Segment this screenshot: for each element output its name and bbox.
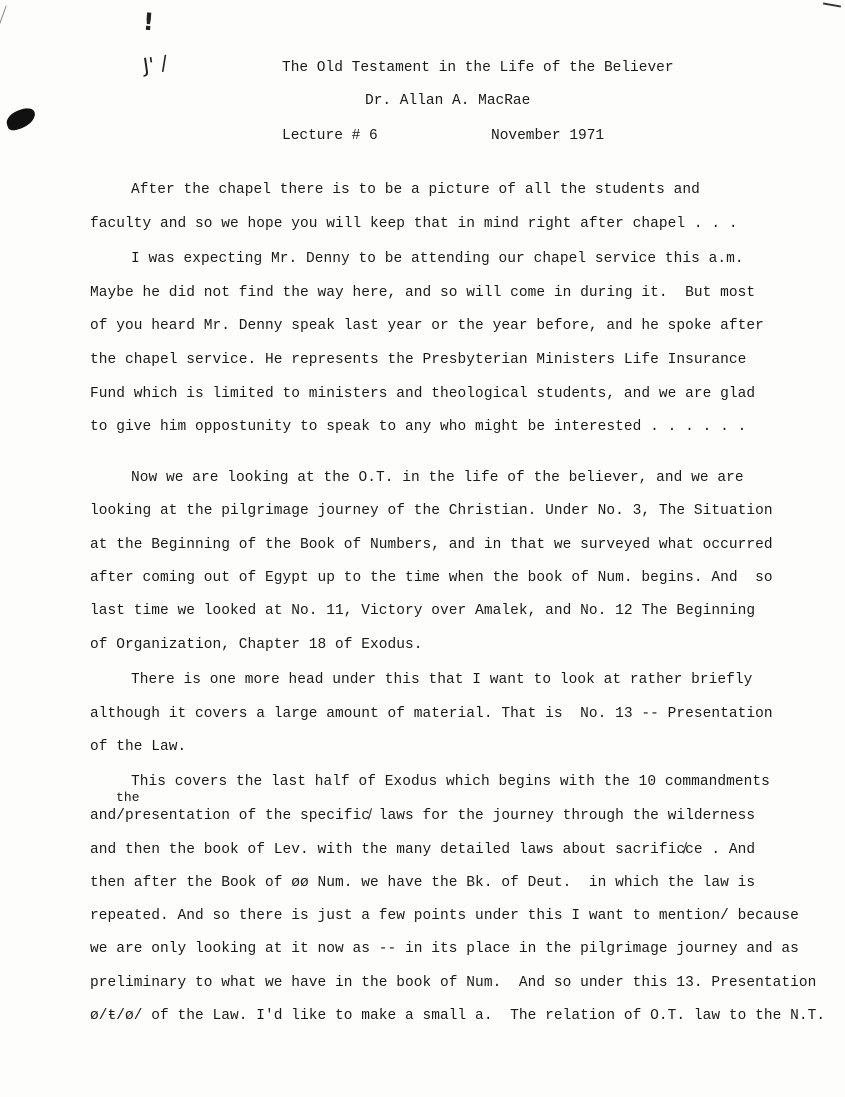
text-line: looking at the pilgrimage journey of the Christian. Under No. 3, The Situation <box>90 503 773 519</box>
lecture-date: November 1971 <box>491 128 605 144</box>
text-line: After the chapel there is to be a picture of all the students and <box>131 182 700 198</box>
text-line: preliminary to what we have in the book of Num. And so under this 13. Presentation <box>90 975 817 991</box>
text-line: and/presentation of the specific̸ laws for the journey through the wilderness <box>90 808 756 824</box>
text-line: of the Law. <box>90 739 187 755</box>
text-line: Fund which is limited to ministers and theological students, and we are glad <box>90 386 756 402</box>
document-title: The Old Testament in the Life of the Believer <box>282 60 674 76</box>
text-line: although it covers a large amount of material. That is No. 13 -- Presentation <box>90 706 773 722</box>
text-line: Maybe he did not find the way here, and so will come in during it. But most <box>90 285 756 301</box>
text-line: after coming out of Egypt up to the time when the book of Num. begins. And so <box>90 570 773 586</box>
ink-blot <box>4 106 38 132</box>
text-line: There is one more head under this that I want to look at rather briefly <box>131 672 753 688</box>
edge-mark <box>0 5 7 26</box>
text-line: and then the book of Lev. with the many detailed laws about sacrific̸ce . And <box>90 842 756 858</box>
text-line: last time we looked at No. 11, Victory over Amalek, and No. 12 The Beginning <box>90 603 756 619</box>
lecture-number: Lecture # 6 <box>282 128 378 144</box>
text-line: to give him oppostunity to speak to any who might be interested . . . . . . <box>90 419 747 435</box>
text-line: This covers the last half of Exodus which begins with the 10 commandments <box>131 774 770 790</box>
text-line: repeated. And so there is just a few points under this I want to mention/ because <box>90 908 799 924</box>
interlinear-insertion: the <box>116 790 140 805</box>
text-line: then after the Book of øø Num. we have the Bk. of Deut. in which the law is <box>90 875 756 891</box>
text-line: the chapel service. He represents the Presbyterian Ministers Life Insurance <box>90 352 747 368</box>
text-line: Now we are looking at the O.T. in the life of the believer, and we are <box>131 470 744 486</box>
handwritten-mark-top: ! <box>142 7 155 37</box>
text-line: I was expecting Mr. Denny to be attending our chapel service this a.m. <box>131 251 744 267</box>
text-line: ø/ŧ/ø/ of the Law. I'd like to make a small a. The relation of O.T. law to the N.T. <box>90 1008 826 1024</box>
handwritten-initials: J' / <box>141 50 170 78</box>
text-line: at the Beginning of the Book of Numbers, and in that we surveyed what occurred <box>90 537 773 553</box>
text-line: we are only looking at it now as -- in its place in the pilgrimage journey and as <box>90 941 799 957</box>
text-line: faculty and so we hope you will keep that in mind right after chapel . . . <box>90 216 738 232</box>
text-line: of Organization, Chapter 18 of Exodus. <box>90 637 423 653</box>
text-line: of you heard Mr. Denny speak last year or the year before, and he spoke after <box>90 318 764 334</box>
corner-pen-mark <box>823 2 841 7</box>
document-author: Dr. Allan A. MacRae <box>365 93 531 109</box>
